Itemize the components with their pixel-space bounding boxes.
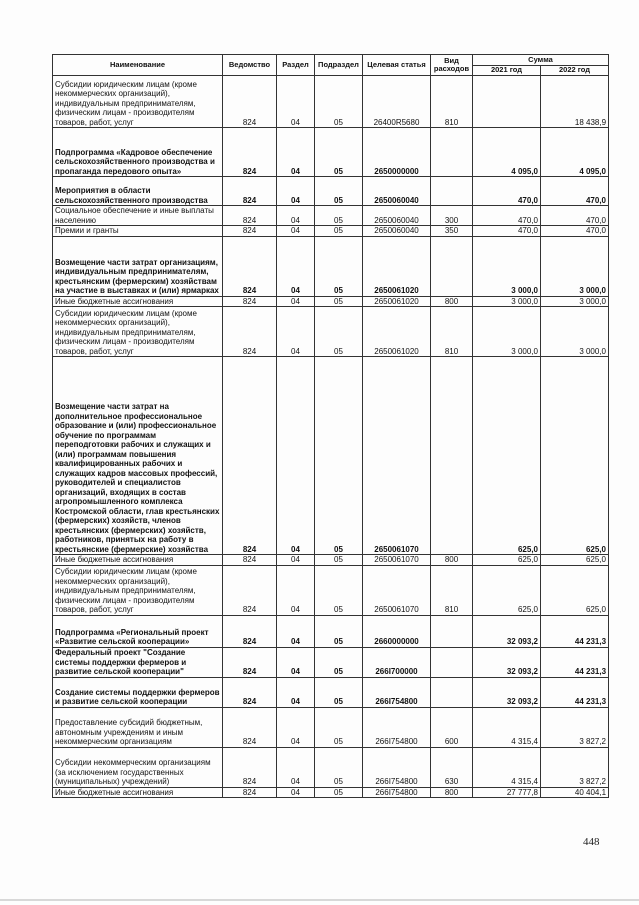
row-sum-2022: 18 438,9 (541, 76, 609, 128)
row-sum-2022: 4 095,0 (541, 128, 609, 177)
row-name: Возмещение части затрат на дополнительное профессиональное образование и (или) профессиональное обучение по программам переподготовки рабочих и служащих и (или) программам повышения квалифицированных рабочих и служащих кадров массовых профессий, руководителей и специалистов организаций, входящих в состав агропромышленного комплекса Костромской области, глав крестьянских (фермерских) хозяйств, членов крестьянских (фермерских) хозяйств, работников, принятых на работу в крестьянские (фермерские) хозяйства (53, 357, 223, 555)
row-subsection: 05 (315, 226, 363, 237)
row-subsection: 05 (315, 677, 363, 707)
row-name: Федеральный проект "Создание системы поддержки фермеров и развитие сельской кооперации" (53, 647, 223, 677)
row-target: 266I754800 (363, 707, 431, 747)
header-target: Целевая статья (363, 55, 431, 76)
row-name: Субсидии юридическим лицам (кроме некоммерческих организаций), индивидуальным предпринимателям, физическим лицам - производителям товаров, работ, услуг (53, 76, 223, 128)
row-dept: 824 (223, 296, 277, 307)
row-name: Премии и гранты (53, 226, 223, 237)
row-section: 04 (277, 76, 315, 128)
header-name: Наименование (53, 55, 223, 76)
table-row (53, 357, 609, 555)
row-sum-2021: 470,0 (473, 206, 541, 226)
row-dept: 824 (223, 128, 277, 177)
row-subsection: 05 (315, 357, 363, 555)
row-target: 2650060040 (363, 226, 431, 237)
row-dept: 824 (223, 677, 277, 707)
row-subsection: 05 (315, 565, 363, 615)
row-dept: 824 (223, 226, 277, 237)
row-sum-2021: 3 000,0 (473, 296, 541, 307)
row-exp-type: 800 (431, 296, 473, 307)
row-sum-2021: 625,0 (473, 565, 541, 615)
table-row (53, 747, 609, 787)
row-name: Субсидии некоммерческим организациям (за исключением государственных (муниципальных) учреждений) (53, 747, 223, 787)
row-section: 04 (277, 555, 315, 566)
row-subsection: 05 (315, 76, 363, 128)
table-row (53, 707, 609, 747)
table-row (53, 296, 609, 307)
row-section: 04 (277, 206, 315, 226)
header-subsection: Подраздел (315, 55, 363, 76)
row-exp-type (431, 615, 473, 647)
row-sum-2022: 40 404,1 (541, 787, 609, 798)
row-section: 04 (277, 177, 315, 206)
row-dept: 824 (223, 236, 277, 296)
row-subsection: 05 (315, 177, 363, 206)
row-subsection: 05 (315, 747, 363, 787)
row-subsection: 05 (315, 206, 363, 226)
table-row (53, 565, 609, 615)
budget-table (52, 54, 609, 798)
row-name: Субсидии юридическим лицам (кроме некоммерческих организаций), индивидуальным предпринимателям, физическим лицам - производителям товаров, работ, услуг (53, 307, 223, 357)
row-target: 2650061070 (363, 357, 431, 555)
row-sum-2021: 470,0 (473, 177, 541, 206)
row-section: 04 (277, 236, 315, 296)
row-name: Мероприятия в области сельскохозяйственного производства (53, 177, 223, 206)
row-sum-2022: 625,0 (541, 555, 609, 566)
row-sum-2021: 32 093,2 (473, 647, 541, 677)
row-section: 04 (277, 565, 315, 615)
table-row (53, 177, 609, 206)
table-row (53, 128, 609, 177)
row-sum-2022: 625,0 (541, 565, 609, 615)
header-sum: Сумма (473, 55, 609, 66)
row-target: 2660000000 (363, 615, 431, 647)
row-target: 2650061020 (363, 236, 431, 296)
row-dept: 824 (223, 747, 277, 787)
header-2021: 2021 год (473, 66, 541, 76)
row-exp-type: 810 (431, 76, 473, 128)
row-sum-2021: 27 777,8 (473, 787, 541, 798)
table-row (53, 307, 609, 357)
row-sum-2021: 625,0 (473, 555, 541, 566)
header-exp-type: Вид расходов (431, 55, 473, 76)
row-sum-2022: 44 231,3 (541, 615, 609, 647)
row-name: Иные бюджетные ассигнования (53, 296, 223, 307)
row-dept: 824 (223, 565, 277, 615)
row-dept: 824 (223, 555, 277, 566)
row-sum-2021: 625,0 (473, 357, 541, 555)
row-section: 04 (277, 677, 315, 707)
row-dept: 824 (223, 206, 277, 226)
row-sum-2021: 32 093,2 (473, 677, 541, 707)
row-dept: 824 (223, 76, 277, 128)
row-dept: 824 (223, 307, 277, 357)
table-row (53, 555, 609, 566)
row-sum-2022: 625,0 (541, 357, 609, 555)
row-sum-2021: 3 000,0 (473, 307, 541, 357)
row-section: 04 (277, 226, 315, 237)
table-row (53, 236, 609, 296)
row-sum-2022: 3 827,2 (541, 747, 609, 787)
row-name: Иные бюджетные ассигнования (53, 555, 223, 566)
row-dept: 824 (223, 707, 277, 747)
row-sum-2021: 4 095,0 (473, 128, 541, 177)
row-target: 26400R5680 (363, 76, 431, 128)
row-name: Предоставление субсидий бюджетным, автономным учреждениям и иным некоммерческим организациям (53, 707, 223, 747)
row-subsection: 05 (315, 296, 363, 307)
table-row (53, 677, 609, 707)
row-target: 266I754800 (363, 787, 431, 798)
row-name: Подпрограмма «Кадровое обеспечение сельскохозяйственного производства и пропаганда передового опыта» (53, 128, 223, 177)
row-section: 04 (277, 296, 315, 307)
row-dept: 824 (223, 647, 277, 677)
table-row (53, 76, 609, 128)
row-sum-2022: 3 000,0 (541, 236, 609, 296)
row-target: 2650061020 (363, 307, 431, 357)
header-2022: 2022 год (541, 66, 609, 76)
table-body (53, 76, 609, 798)
row-section: 04 (277, 128, 315, 177)
row-section: 04 (277, 615, 315, 647)
row-exp-type: 350 (431, 226, 473, 237)
row-exp-type (431, 357, 473, 555)
row-target: 266I754800 (363, 677, 431, 707)
row-target: 2650061070 (363, 565, 431, 615)
row-target: 2650060040 (363, 206, 431, 226)
row-name: Социальное обеспечение и иные выплаты населению (53, 206, 223, 226)
row-section: 04 (277, 787, 315, 798)
row-sum-2022: 44 231,3 (541, 677, 609, 707)
row-dept: 824 (223, 177, 277, 206)
row-section: 04 (277, 707, 315, 747)
row-subsection: 05 (315, 787, 363, 798)
table-row (53, 615, 609, 647)
table-row (53, 206, 609, 226)
row-sum-2022: 3 000,0 (541, 296, 609, 307)
row-exp-type (431, 677, 473, 707)
page-number: 448 (583, 836, 600, 848)
row-target: 266I754800 (363, 747, 431, 787)
row-sum-2021: 32 093,2 (473, 615, 541, 647)
row-section: 04 (277, 647, 315, 677)
row-exp-type: 810 (431, 307, 473, 357)
row-subsection: 05 (315, 647, 363, 677)
row-exp-type (431, 236, 473, 296)
header-section: Раздел (277, 55, 315, 76)
row-dept: 824 (223, 357, 277, 555)
row-sum-2022: 470,0 (541, 177, 609, 206)
row-sum-2021: 3 000,0 (473, 236, 541, 296)
row-target: 2650000000 (363, 128, 431, 177)
row-exp-type (431, 177, 473, 206)
row-exp-type: 630 (431, 747, 473, 787)
table-row (53, 226, 609, 237)
row-subsection: 05 (315, 236, 363, 296)
row-exp-type: 800 (431, 555, 473, 566)
row-exp-type (431, 647, 473, 677)
row-exp-type: 300 (431, 206, 473, 226)
row-target: 2650061020 (363, 296, 431, 307)
row-sum-2022: 470,0 (541, 226, 609, 237)
row-sum-2022: 470,0 (541, 206, 609, 226)
row-sum-2021: 4 315,4 (473, 707, 541, 747)
row-subsection: 05 (315, 707, 363, 747)
table-row (53, 647, 609, 677)
row-exp-type: 600 (431, 707, 473, 747)
row-name: Субсидии юридическим лицам (кроме некоммерческих организаций), индивидуальным предпринимателям, физическим лицам - производителям товаров, работ, услуг (53, 565, 223, 615)
row-sum-2021 (473, 76, 541, 128)
table-row (53, 787, 609, 798)
row-section: 04 (277, 747, 315, 787)
row-name: Создание системы поддержки фермеров и развитие сельской кооперации (53, 677, 223, 707)
row-dept: 824 (223, 787, 277, 798)
row-exp-type: 810 (431, 565, 473, 615)
row-section: 04 (277, 357, 315, 555)
row-name: Возмещение части затрат организациям, индивидуальным предпринимателям, крестьянским (фермерским) хозяйствам на участие в выставках и (или) ярмарках (53, 236, 223, 296)
row-subsection: 05 (315, 307, 363, 357)
row-name: Подпрограмма «Региональный проект «Развитие сельской кооперации» (53, 615, 223, 647)
row-target: 2650060040 (363, 177, 431, 206)
row-section: 04 (277, 307, 315, 357)
header-dept: Ведомство (223, 55, 277, 76)
row-sum-2021: 470,0 (473, 226, 541, 237)
row-target: 266I700000 (363, 647, 431, 677)
row-sum-2021: 4 315,4 (473, 747, 541, 787)
row-subsection: 05 (315, 555, 363, 566)
row-name: Иные бюджетные ассигнования (53, 787, 223, 798)
row-exp-type (431, 128, 473, 177)
row-exp-type: 800 (431, 787, 473, 798)
row-target: 2650061070 (363, 555, 431, 566)
row-subsection: 05 (315, 615, 363, 647)
row-subsection: 05 (315, 128, 363, 177)
row-sum-2022: 3 000,0 (541, 307, 609, 357)
row-sum-2022: 44 231,3 (541, 647, 609, 677)
row-dept: 824 (223, 615, 277, 647)
row-sum-2022: 3 827,2 (541, 707, 609, 747)
scan-edge (0, 899, 639, 901)
